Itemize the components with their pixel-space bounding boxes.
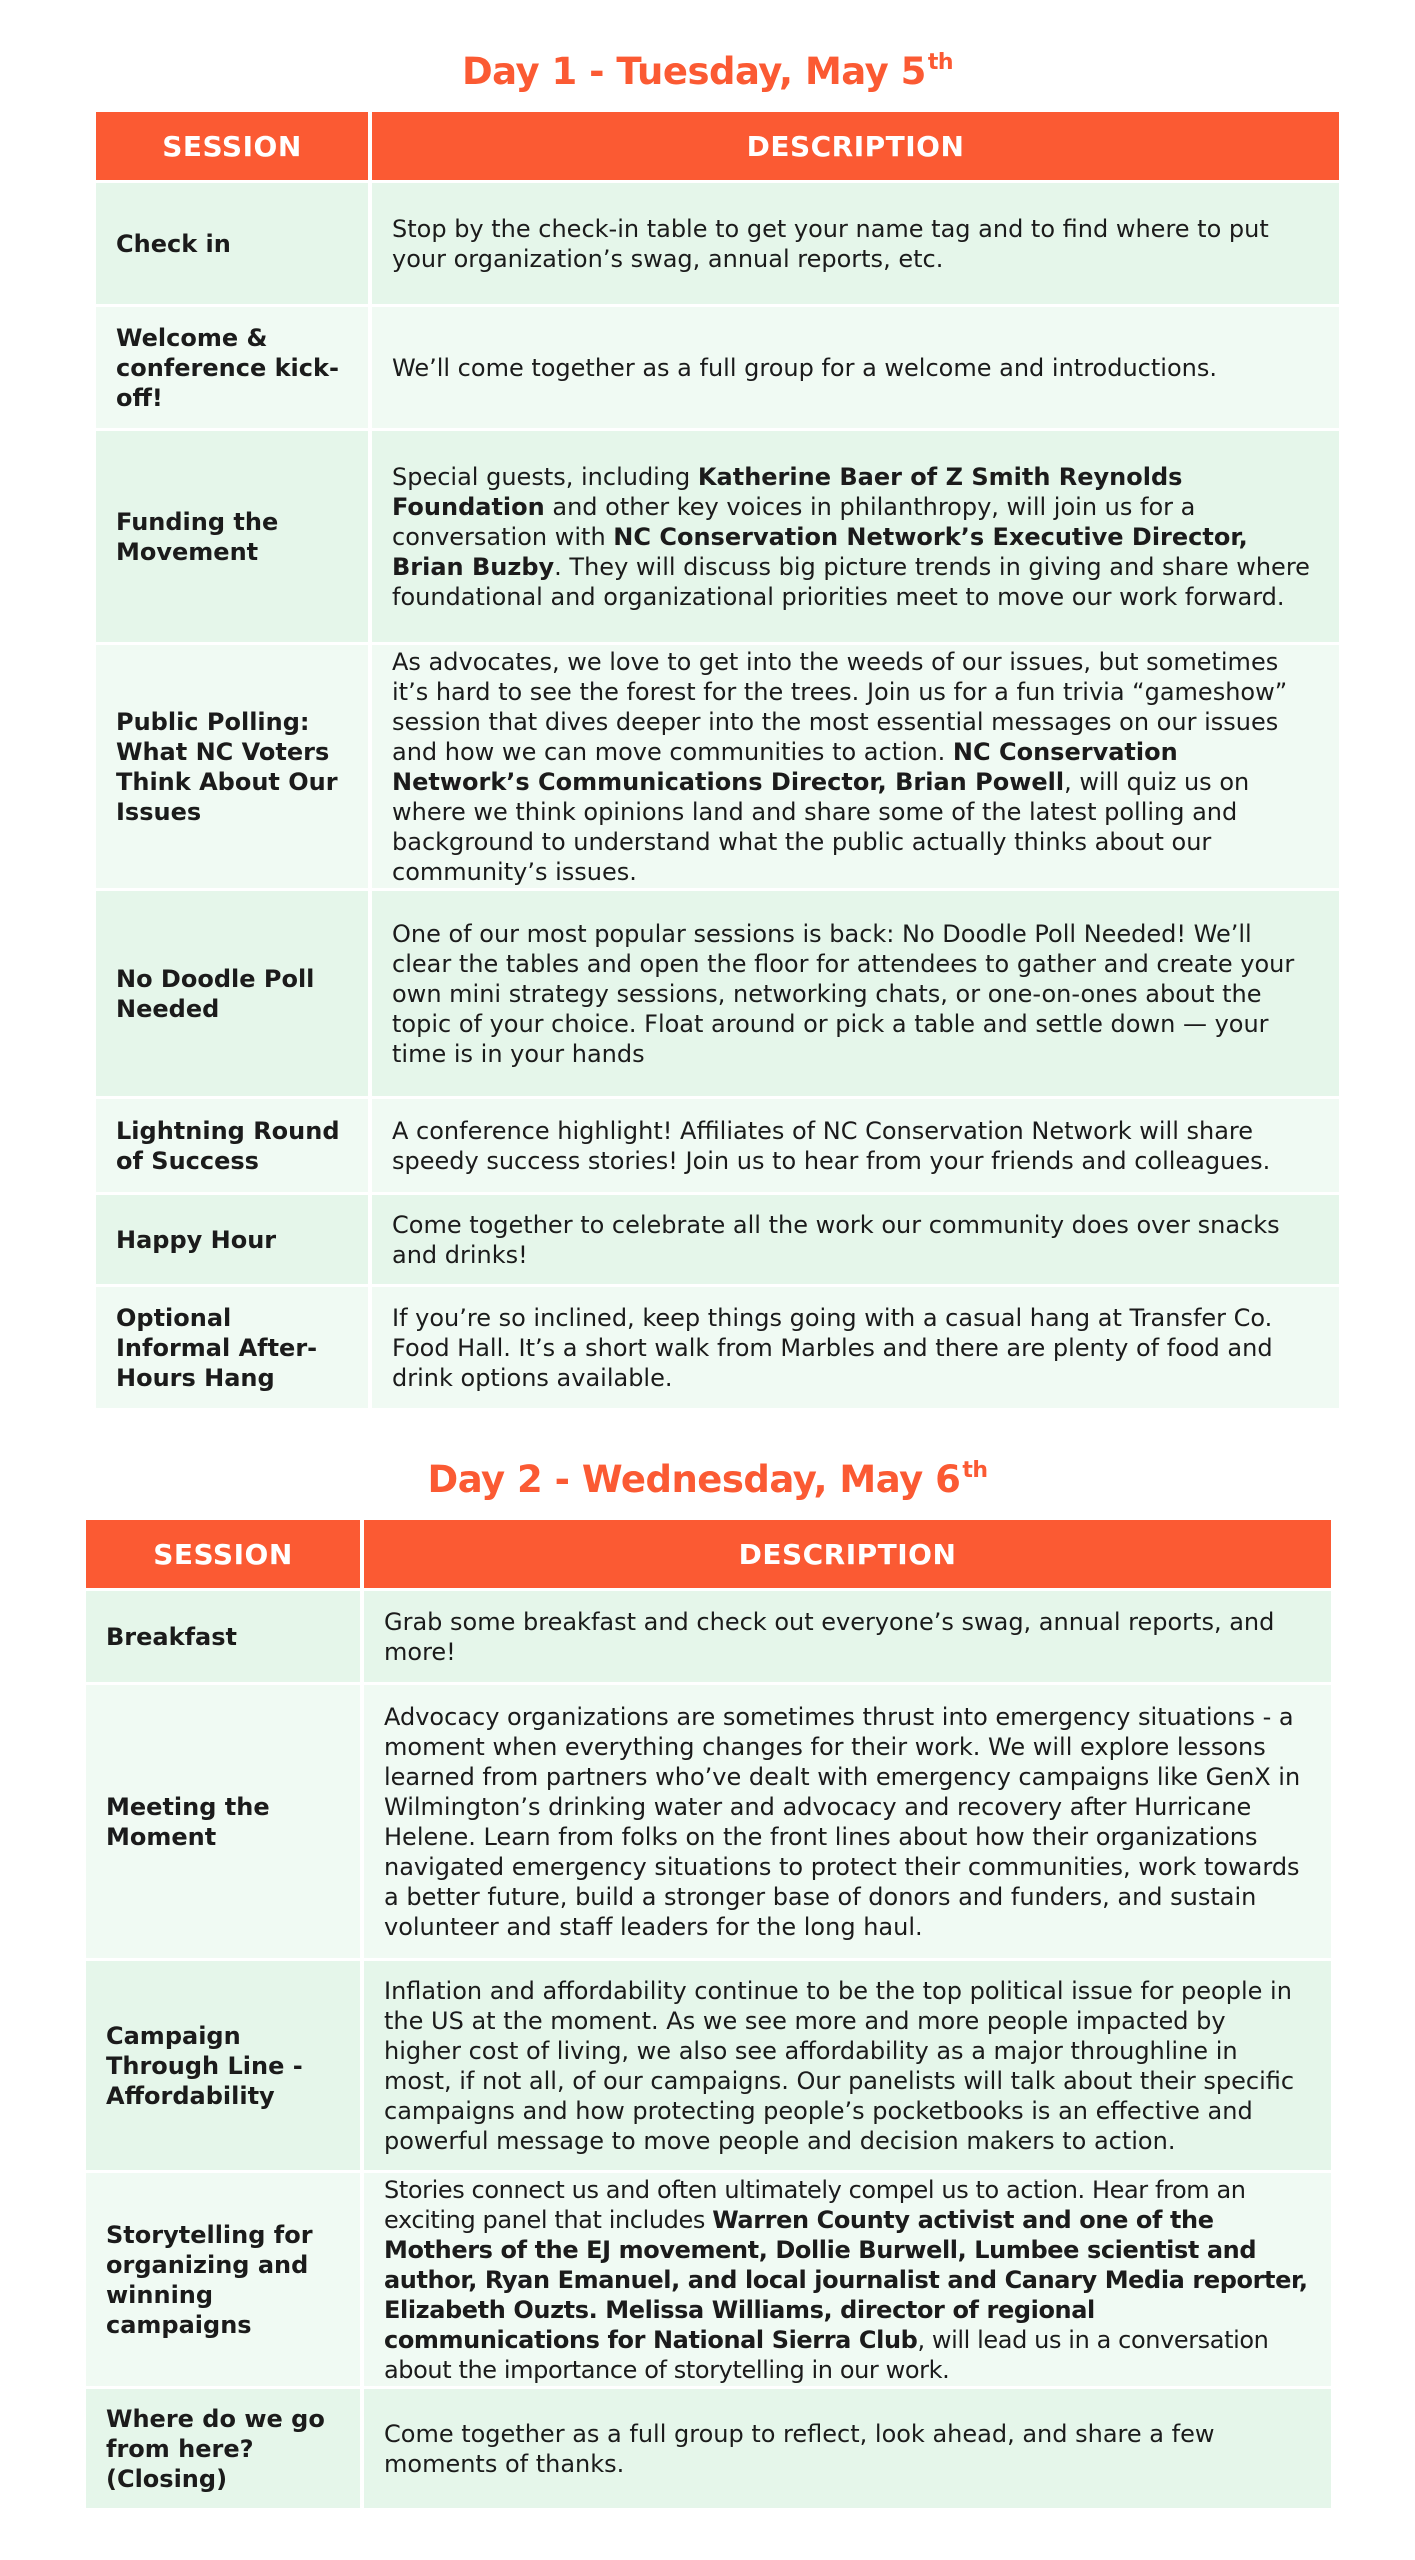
- table-row: [96, 180, 1339, 304]
- session-description: [372, 1096, 1339, 1192]
- day1-table-body: [96, 180, 1339, 1408]
- table-row: [86, 2386, 1331, 2508]
- description-text: [392, 647, 1317, 887]
- day2-title-suffix: th: [962, 1458, 988, 1483]
- session-description: [364, 1682, 1331, 1958]
- session-name: Where do we go from here? (Closing): [86, 2386, 364, 2508]
- session-description: [372, 1284, 1339, 1408]
- description-segment: Grab some breakfast and check out everyone’s swag, annual reports, and more!: [384, 1607, 1275, 1666]
- table-row: [96, 428, 1339, 642]
- description-text: [392, 919, 1317, 1069]
- highlighted-text: NC Conservation Network’s Executive Director, Brian Buzby: [392, 522, 1248, 581]
- session-description: [364, 1588, 1331, 1682]
- description-text: [384, 2175, 1309, 2385]
- description-text: [392, 1303, 1317, 1393]
- session-column-header: SESSION: [86, 1520, 364, 1588]
- description-segment: , will lead us in a conversation about the importance of storytelling in our work.: [384, 2325, 1269, 2384]
- description-column-header: DESCRIPTION: [372, 112, 1339, 180]
- day2-title-text: Day 2 - Wednesday, May 6: [427, 1458, 961, 1501]
- table-row: [86, 1958, 1331, 2170]
- day1-title-suffix: th: [927, 50, 954, 75]
- description-text: [384, 2419, 1309, 2479]
- table-row: [96, 1284, 1339, 1408]
- session-description: [372, 642, 1339, 888]
- highlighted-text: Katherine Baer of Z Smith Reynolds Foundation: [392, 462, 1183, 521]
- table-row: [86, 2170, 1331, 2386]
- description-text: [392, 462, 1317, 612]
- description-text: [384, 1702, 1309, 1942]
- highlighted-text: NC Conservation Network’s Communications Director, Brian Powell: [392, 737, 1178, 796]
- description-column-header: DESCRIPTION: [364, 1520, 1331, 1588]
- table-header-row: [96, 112, 1339, 180]
- description-segment: Stop by the check-in table to get your name tag and to find where to put your organization’s swag, annual reports, etc.: [392, 214, 1269, 273]
- session-name: Welcome & conference kick-off!: [96, 304, 372, 428]
- session-description: [364, 2386, 1331, 2508]
- description-segment: Inflation and affordability continue to be the top political issue for people in the US at the moment. As we see more and more people impacted by higher cost of living, we also see affordability as a major throughline in most, if not all, of our campaigns. Our panelists will talk about their specific campaigns and how protecting people’s pocketbooks is an effective and powerful message to move people and decision makers to action.: [384, 1976, 1295, 2155]
- table-header-row: [86, 1520, 1331, 1588]
- session-name: Public Polling: What NC Voters Think About Our Issues: [96, 642, 372, 888]
- day1-title-text: Day 1 - Tuesday, May 5: [461, 50, 926, 93]
- table-row: [96, 1096, 1339, 1192]
- day2-table-body: [86, 1588, 1331, 2508]
- session-description: [364, 1958, 1331, 2170]
- session-description: [364, 2170, 1331, 2386]
- session-description: [372, 428, 1339, 642]
- description-text: [392, 353, 1317, 383]
- description-segment: . They will discuss big picture trends in giving and share where foundational and organizational priorities meet to move our work forward.: [392, 552, 1310, 611]
- description-text: [392, 1116, 1317, 1176]
- day1-agenda-table: [96, 112, 1339, 1408]
- table-row: [96, 642, 1339, 888]
- table-row: [86, 1588, 1331, 1682]
- description-text: [392, 214, 1317, 274]
- description-segment: A conference highlight! Affiliates of NC Conservation Network will share speedy success stories! Join us to hear from your friends and colleagues.: [392, 1116, 1271, 1175]
- description-text: [392, 1210, 1317, 1270]
- session-description: [372, 180, 1339, 304]
- table-row: [96, 888, 1339, 1096]
- description-segment: and other key voices in philanthropy, will join us for a conversation with: [392, 492, 1196, 551]
- session-name: Breakfast: [86, 1588, 364, 1682]
- description-segment: We’ll come together as a full group for a welcome and introductions.: [392, 353, 1217, 382]
- session-name: Check in: [96, 180, 372, 304]
- day2-agenda-table: [86, 1520, 1331, 2508]
- description-text: [384, 1976, 1309, 2156]
- session-name: Campaign Through Line - Affordability: [86, 1958, 364, 2170]
- session-description: [372, 1192, 1339, 1284]
- day1-title: [0, 50, 1415, 93]
- session-name: Storytelling for organizing and winning campaigns: [86, 2170, 364, 2386]
- session-description: [372, 888, 1339, 1096]
- session-name: Optional Informal After-Hours Hang: [96, 1284, 372, 1408]
- day2-title: [0, 1458, 1415, 1501]
- table-row: [96, 304, 1339, 428]
- session-name: Lightning Round of Success: [96, 1096, 372, 1192]
- table-row: [86, 1682, 1331, 1958]
- description-segment: Special guests, including: [392, 462, 698, 491]
- session-column-header: SESSION: [96, 112, 372, 180]
- description-segment: , will quiz us on where we think opinions land and share some of the latest polling and background to understand what the public actually thinks about our community’s issues.: [392, 767, 1250, 886]
- table-row: [96, 1192, 1339, 1284]
- highlighted-text: Warren County activist and one of the Mothers of the EJ movement, Dollie Burwell, Lumbee scientist and author, Ryan Emanuel, and local journalist and Canary Media reporter, Elizabeth Ouzts. Melissa Williams, director of regional communications for National Sierra Club: [384, 2205, 1308, 2354]
- session-name: Meeting the Moment: [86, 1682, 364, 1958]
- session-name: Funding the Movement: [96, 428, 372, 642]
- description-segment: Advocacy organizations are sometimes thrust into emergency situations - a moment when everything changes for their work. We will explore lessons learned from partners who’ve dealt with emergency campaigns like GenX in Wilmington’s drinking water and advocacy and recovery after Hurricane Helene. Learn from folks on the front lines about how their organizations navigated emergency situations to protect their communities, work towards a better future, build a stronger base of donors and funders, and sustain volunteer and staff leaders for the long haul.: [384, 1702, 1301, 1941]
- description-segment: One of our most popular sessions is back: No Doodle Poll Needed! We’ll clear the tables and open the floor for attendees to gather and create your own mini strategy sessions, networking chats, or one-on-ones about the topic of your choice. Float around or pick a table and settle down — your time is in your hands: [392, 919, 1295, 1068]
- description-segment: Stories connect us and often ultimately compel us to action. Hear from an exciting panel that includes: [384, 2175, 1246, 2234]
- session-name: No Doodle Poll Needed: [96, 888, 372, 1096]
- description-segment: Come together to celebrate all the work our community does over snacks and drinks!: [392, 1210, 1280, 1269]
- description-text: [384, 1607, 1309, 1667]
- session-description: [372, 304, 1339, 428]
- description-segment: If you’re so inclined, keep things going with a casual hang at Transfer Co. Food Hall. It’s a short walk from Marbles and there are plenty of food and drink options available.: [392, 1303, 1273, 1392]
- description-segment: Come together as a full group to reflect, look ahead, and share a few moments of thanks.: [384, 2419, 1215, 2478]
- session-name: Happy Hour: [96, 1192, 372, 1284]
- description-segment: As advocates, we love to get into the weeds of our issues, but sometimes it’s hard to see the forest for the trees. Join us for a fun trivia “gameshow” session that dives deeper into the most essential messages on our issues and how we can move communities to action.: [392, 647, 1288, 766]
